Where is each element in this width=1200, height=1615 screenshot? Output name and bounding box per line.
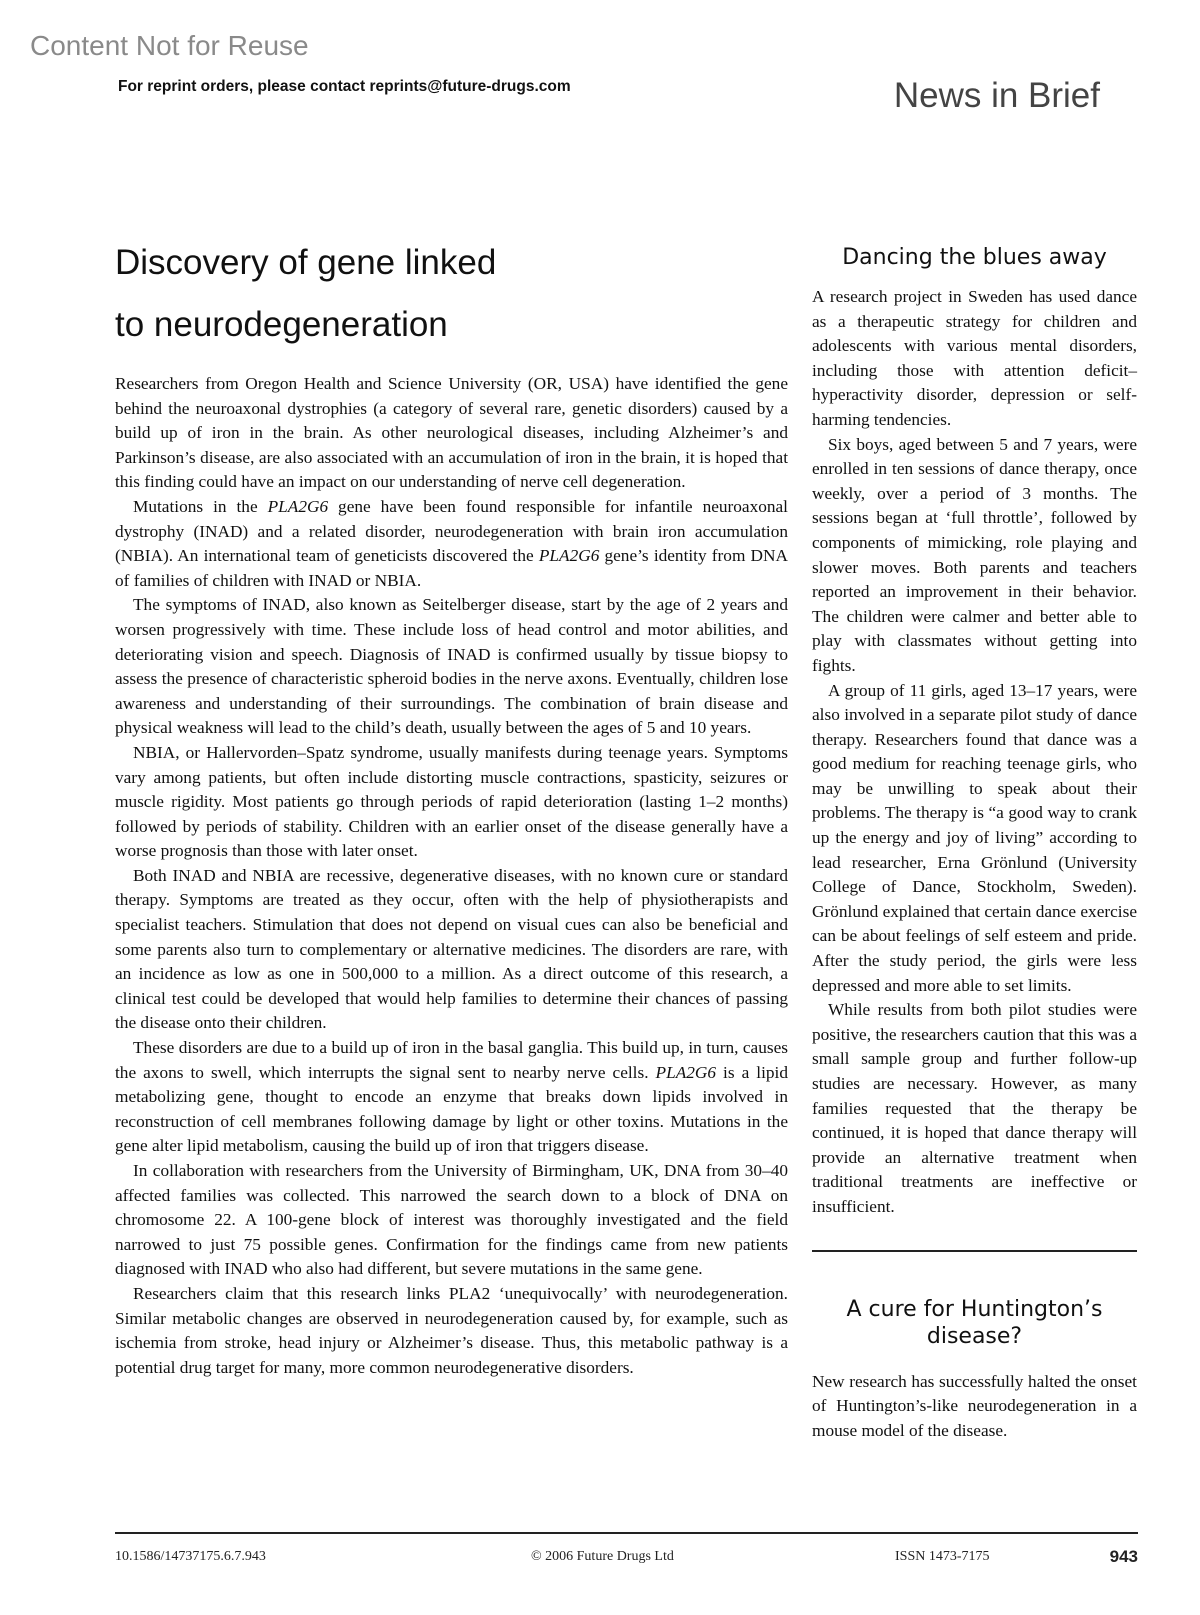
dance-paragraph-3: A group of 11 girls, aged 13–17 years, were also involved in a separate pilot study of dance therapy. Researchers found that dance was a good medium for reaching teenage girls, who may be unwilling to speak about their problems. The therapy is “a good way to crank up the energy and joy of living” according to lead researcher, Erna Grönlund (University College of Dance, Stockholm, Sweden). Grönlund explained that certain dance exercise can be about feelings of self esteem and pride. After the study period, the girls were less depressed and more able to set limits. [812,680,1137,995]
huntington-article-title [812,1296,1137,1350]
main-paragraph-4: NBIA, or Hallervorden–Spatz syndrome, usually manifests during teenage years. Symptoms vary among patients, but often include distorting muscle contractions, spasticity, seizures or muscle rigidity. Most patients go through periods of rapid deterioration (lasting 1–2 months) followed by periods of stability. Children with an earlier onset of the disease generally have a worse prognosis than those with later onset. [115,742,788,861]
huntington-article-body [812,1370,1137,1444]
text-span: gene’s identity from DNA of families of children with INAD or NBIA. [115,546,788,590]
dance-paragraph-2: Six boys, aged between 5 and 7 years, were enrolled in ten sessions of dance therapy, once weekly, over a period of 3 months. The sessions began at ‘full throttle’, followed by components of mimicking, role playing and slower moves. Both parents and teachers reported an improvement in their behavior. The children were calmer and better able to play with classmates without getting into fights. [812,434,1137,675]
main-title-line-2: to neurodegeneration [115,305,448,344]
footer-copyright: © 2006 Future Drugs Ltd [531,1549,674,1564]
main-paragraph-6 [115,1036,788,1159]
watermark: Content Not for Reuse [30,30,309,61]
main-paragraph-1: Researchers from Oregon Health and Science University (OR, USA) have identified the gene behind the neuroaxonal dystrophies (a category of several rare, genetic disorders) caused by a build up of iron in the brain. As other neurological diseases, including Alzheimer’s and Parkinson’s disease, are also associated with an accumulation of iron in the brain, it is hoped that this finding could have an impact on our understanding of nerve cell degeneration. [115,374,788,492]
main-article-body [115,372,788,1380]
reprint-notice: For reprint orders, please contact reprints@future-drugs.com [118,78,571,95]
dance-paragraph-4: While results from both pilot studies were positive, the researchers caution that this was a small sample group and further follow-up studies are necessary. However, as many families requested that the therapy be continued, it is hoped that dance therapy will provide an alternative treatment when traditional treatments are ineffective or insufficient. [812,1000,1137,1216]
page-number: 943 [1109,1547,1138,1566]
text-span: is a lipid metabolizing gene, thought to encode an enzyme that breaks down lipids involved in reconstruction of cell membranes following damage by light or other toxins. Mutations in the gene alter lipid metabolism, causing the build up of iron that triggers disease. [115,1062,788,1156]
section-label: News in Brief [893,76,1100,115]
footer-rule [115,1532,1138,1534]
huntington-title-line-1: A cure for Huntington’s [846,1296,1103,1322]
gene-name: PLA2G6 [538,546,600,566]
huntington-paragraph-1: New research has successfully halted the onset of Huntington’s-like neurodegeneration in a mouse model of the disease. [812,1371,1137,1440]
footer-issn: ISSN 1473-7175 [895,1549,990,1564]
text-span: These disorders are due to a build up of iron in the basal ganglia. This build up, in turn, causes the axons to swell, which interrupts the signal sent to nearby nerve cells. [115,1038,788,1082]
main-paragraph-5: Both INAD and NBIA are recessive, degenerative diseases, with no known cure or standard therapy. Symptoms are treated as they occur, often with the help of physiotherapists and specialist teachers. Stimulation that does not depend on visual cues can also be beneficial and some parents also turn to complementary or alternative medicines. The disorders are rare, with an incidence as low as one in 500,000 to a million. As a direct outcome of this research, a clinical test could be developed that would help families to determine their chances of passing the disease onto their children. [115,865,788,1033]
sidebar [812,244,1137,1443]
main-paragraph-3: The symptoms of INAD, also known as Seitelberger disease, start by the age of 2 years and worsen progressively with time. These include loss of head control and motor abilities, and deteriorating vision and speech. Diagnosis of INAD is confirmed usually by tissue biopsy to assess the presence of characteristic spheroid bodies in the nerve axons. Eventually, children lose awareness and understanding of their surroundings. The combination of brain disease and physical weakness will lead to the child’s death, usually between the ages of 5 and 10 years. [115,595,788,738]
gene-name: PLA2G6 [655,1062,717,1082]
gene-name: PLA2G6 [267,496,329,516]
main-title-line-1: Discovery of gene linked [115,243,497,282]
footer-doi: 10.1586/14737175.6.7.943 [115,1549,266,1564]
huntington-title-line-2: disease? [926,1323,1023,1349]
text-span: gene have been found responsible for infantile neuroaxonal dystrophy (INAD) and a related disorder, neurodegeneration with brain iron accumulation (NBIA). An international team of geneticists discovered the [115,496,788,566]
dance-paragraph-1: A research project in Sweden has used dance as a therapeutic strategy for children and adolescents with various mental disorders, including those with attention deficit–hyperactivity disorder, depression or self-harming tendencies. [812,287,1137,429]
main-paragraph-7: In collaboration with researchers from the University of Birmingham, UK, DNA from 30–40 affected families was collected. This narrowed the search down to a block of DNA on chromosome 22. A 100-gene block of interest was thoroughly investigated and the field narrowed to just 75 possible genes. Confirmation for the findings came from new patients diagnosed with INAD who also had different, but severe mutations in the same gene. [115,1161,788,1279]
sidebar-divider [812,1250,1137,1252]
dance-article-body [812,285,1137,1220]
main-paragraph-2 [115,495,788,593]
main-article [115,232,788,1380]
main-article-title [115,232,788,356]
dance-article-title: Dancing the blues away [842,245,1107,270]
main-paragraph-8: Researchers claim that this research links PLA2 ‘unequivocally’ with neurodegeneration. Similar metabolic changes are observed in neurodegeneration caused by, for example, such as ischemia from stroke, head injury or Alzheimer’s disease. Thus, this metabolic pathway is a potential drug target for many, more common neurodegenerative disorders. [115,1283,788,1377]
text-span: Mutations in the [133,496,268,516]
